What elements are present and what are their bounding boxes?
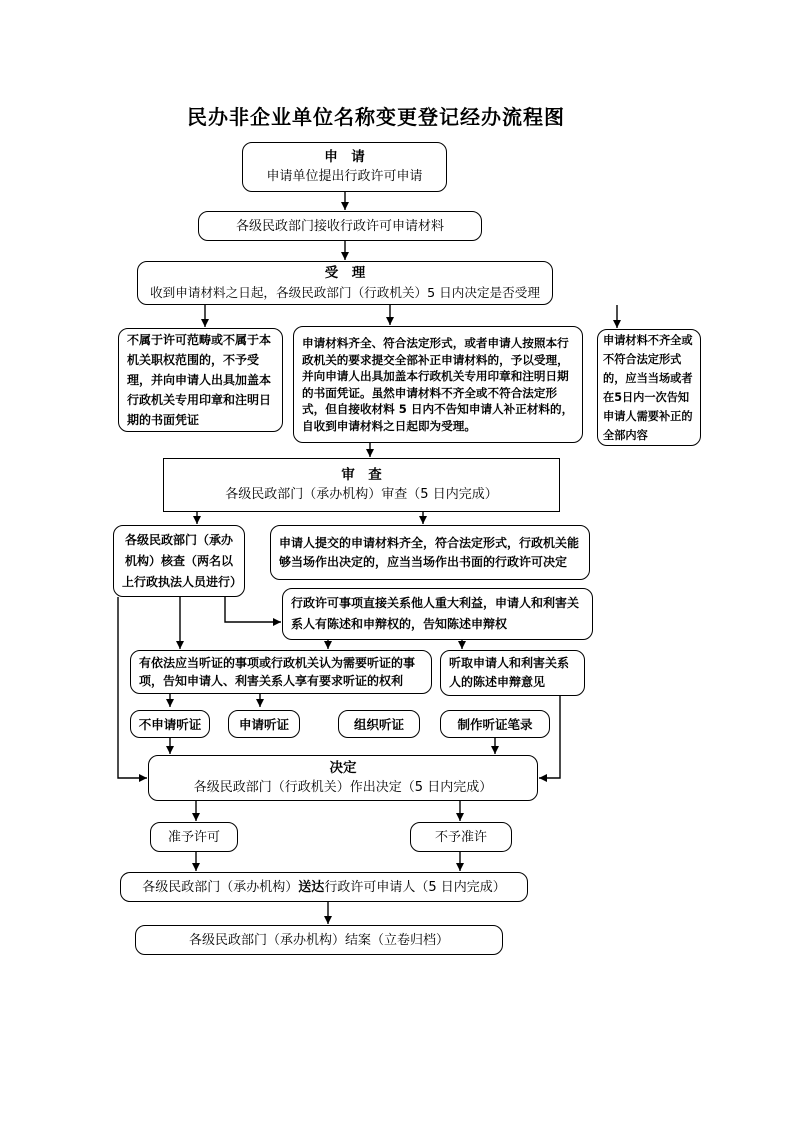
flow-node-accept-full (293, 326, 583, 443)
flow-node-verify (113, 525, 245, 597)
node-body: 行政许可事项直接关系他人重大利益，申请人和利害关系人有陈述和申辩权的，告知陈述申辩权 (291, 596, 580, 631)
node-header: 决定 (329, 760, 357, 776)
flow-node-listen-opinions (440, 650, 585, 696)
flow-node-hearing-rights (130, 650, 432, 694)
node-body: 申请人提交的申请材料齐全，符合法定形式，行政机关能够当场作出决定的，应当当场作出书面的行政许可决定 (279, 535, 580, 569)
node-body: 各级民政部门接收行政许可申请材料 (235, 218, 444, 234)
node-body: 听取申请人和利害关系人的陈述申辩意见 (449, 656, 570, 689)
node-body: 申请材料不齐全或不符合法定形式的，应当当场或者在5日内一次告知申请人需要补正的全部内容 (603, 333, 693, 442)
flow-node-no-hearing (130, 710, 210, 738)
node-body-bold: 送达 (298, 879, 325, 895)
node-body: 各级民政部门（承办机构）核查（两名以上行政执法人员进行） (122, 532, 243, 589)
node-body: 收到申请材料之日起，各级民政部门（行政机关）5 日内决定是否受理 (150, 285, 540, 300)
flow-node-decision (148, 755, 538, 801)
node-body-suffix: 行政许可申请人（5 日内完成） (324, 879, 506, 895)
node-body: 不属于许可范畴或不属于本机关职权范围的，不予受理，并向申请人出具加盖本行政机关专用印章和注明日期的书面凭证 (127, 333, 272, 427)
node-body: 制作听证笔录 (457, 716, 533, 732)
node-body: 组织听证 (353, 716, 404, 732)
flow-node-receive (198, 211, 482, 241)
node-body: 申请单位提出行政许可申请 (266, 169, 423, 184)
page-title: 民办非企业单位名称变更登记经办流程图 (187, 105, 565, 129)
flow-node-notify-rights (282, 588, 593, 640)
node-header: 审 查 (341, 467, 382, 483)
node-body: 申请听证 (238, 716, 289, 732)
flow-node-onspot (270, 525, 590, 580)
flow-node-incomplete (597, 329, 701, 446)
node-header: 申 请 (324, 149, 365, 165)
node-header: 受 理 (324, 265, 366, 281)
flow-node-hearing-record (440, 710, 550, 738)
flow-node-review (163, 458, 560, 512)
flow-node-apply (242, 142, 447, 192)
flow-node-close (135, 925, 503, 955)
node-body: 不予准许 (434, 829, 487, 845)
flow-node-accept (137, 261, 553, 305)
node-body-prefix: 各级民政部门（承办机构） (142, 879, 299, 895)
flow-node-reject-scope (118, 328, 283, 432)
node-body: 不申请听证 (138, 716, 202, 732)
node-body: 各级民政部门（承办机构）结案（立卷归档） (188, 932, 449, 948)
node-body: 各级民政部门（承办机构）审查（5 日内完成） (225, 487, 498, 502)
flow-node-apply-hearing (228, 710, 300, 738)
node-body: 准予许可 (167, 829, 220, 845)
connector (225, 597, 281, 622)
node-body: 申请材料齐全、符合法定形式，或者申请人按照本行政机关的要求提交全部补正申请材料的，予以受理，并向申请人出具加盖本行政机关专用印章和注明日期的书面凭证。虽然申请材料不齐全或不符合法定形式，但自接收材料 5 日内不告知申请人补正材料的，自收到申请材料之日起即为受理。 (302, 336, 574, 433)
flow-node-deliver (120, 872, 528, 902)
flow-node-organize-hearing (338, 710, 420, 738)
flow-node-grant (150, 822, 238, 852)
flow-node-deny (410, 822, 512, 852)
node-body: 各级民政部门（行政机关）作出决定（5 日内完成） (193, 780, 493, 795)
node-body: 有依法应当听证的事项或行政机关认为需要听证的事项，告知申请人、利害关系人享有要求听证的权利 (139, 656, 416, 688)
